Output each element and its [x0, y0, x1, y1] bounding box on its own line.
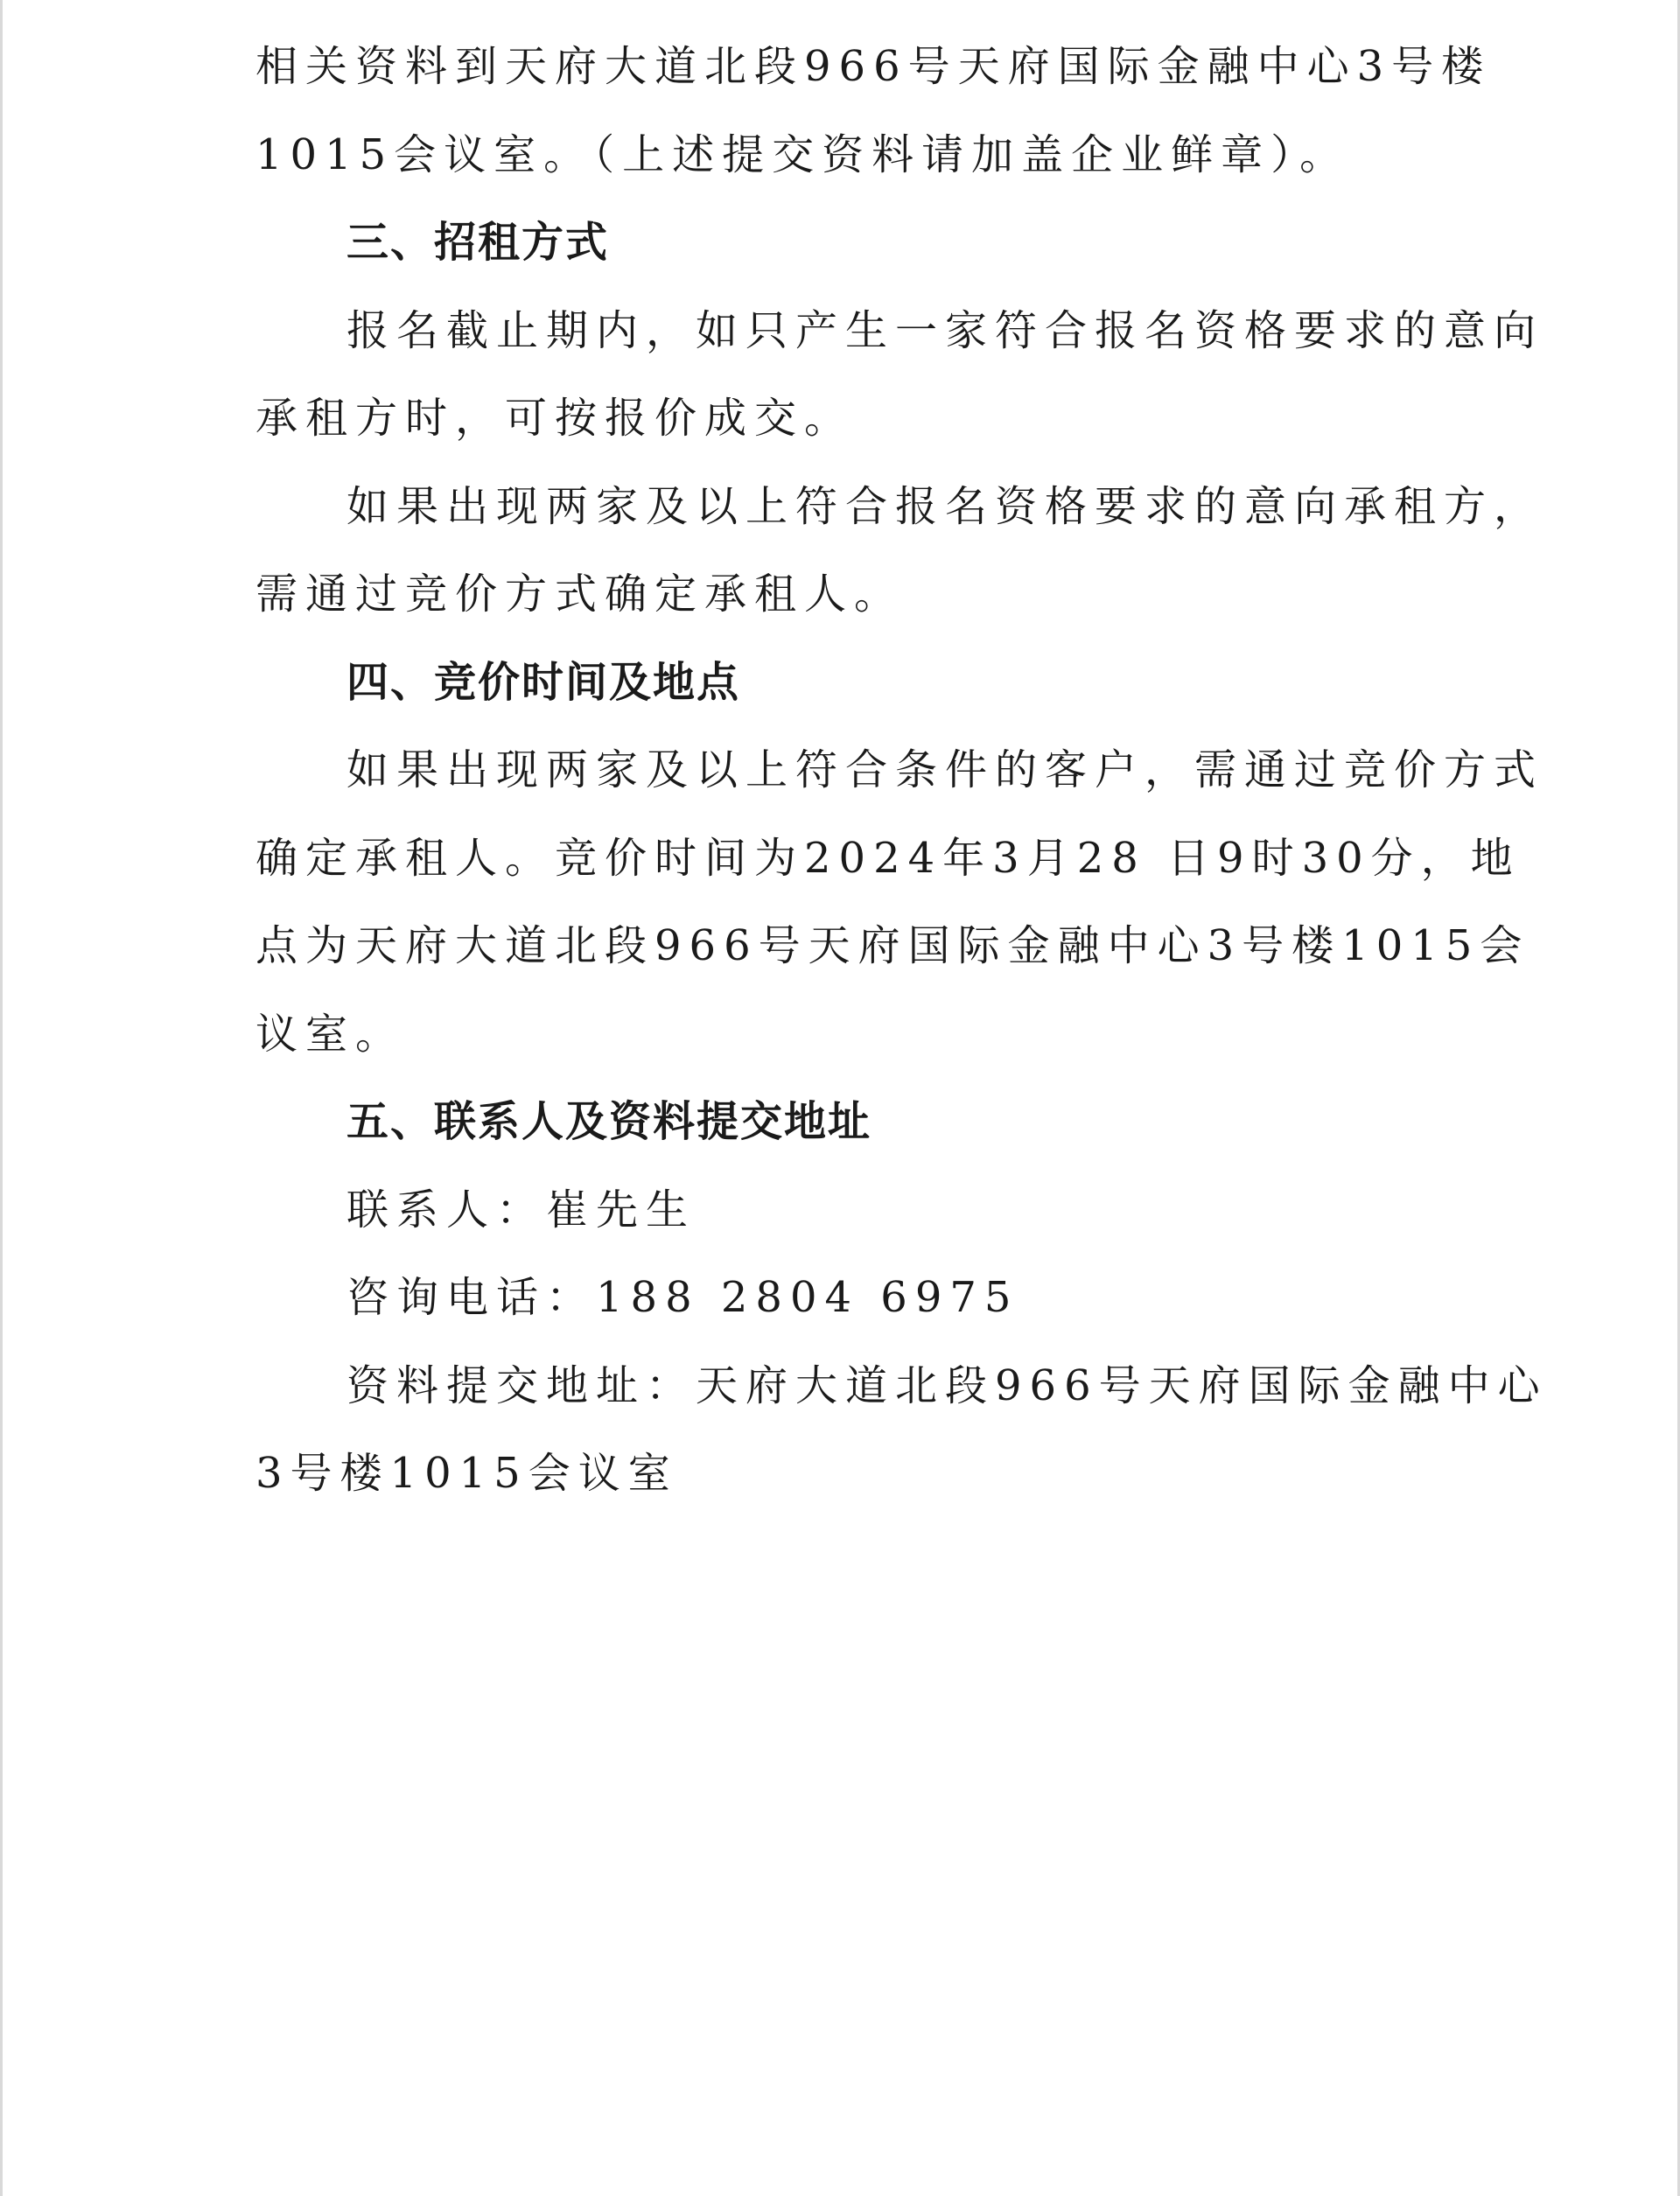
section-heading: 五、联系人及资料提交地址 — [346, 1097, 872, 1146]
contact-person: 联系人：崔先生 — [346, 1185, 696, 1234]
paragraph-line: 如果出现两家及以上符合条件的客户，需通过竞价方式 — [346, 745, 1544, 794]
paragraph-line: 议室。 — [256, 1009, 406, 1059]
document-body — [256, 35, 1548, 1530]
submission-address-continued: 3号楼1015会议室 — [256, 1449, 678, 1498]
paragraph-line: 确定承租人。竞价时间为2024年3月28 日9时30分，地 — [256, 833, 1521, 883]
page-edge-left — [0, 0, 3, 2196]
section-heading: 四、竞价时间及地点 — [346, 657, 741, 707]
paragraph-line: 点为天府大道北段966号天府国际金融中心3号楼1015会 — [256, 921, 1530, 970]
paragraph-line: 报名截止期内，如只产生一家符合报名资格要求的意向 — [346, 305, 1544, 355]
paragraph-line: 需通过竞价方式确定承租人。 — [256, 570, 905, 619]
paragraph-line: 如果出现两家及以上符合报名资格要求的意向承租方， — [346, 481, 1544, 531]
paragraph-line: 1015会议室。（上述提交资料请加盖企业鲜章）。 — [256, 129, 1350, 179]
submission-address: 资料提交地址：天府大道北段966号天府国际金融中心 — [346, 1360, 1548, 1410]
contact-phone: 咨询电话：188 2804 6975 — [346, 1273, 1019, 1322]
paragraph-line: 相关资料到天府大道北段966号天府国际金融中心3号楼 — [256, 42, 1492, 91]
paragraph-line: 承租方时，可按报价成交。 — [256, 394, 855, 443]
section-heading: 三、招租方式 — [346, 218, 610, 267]
